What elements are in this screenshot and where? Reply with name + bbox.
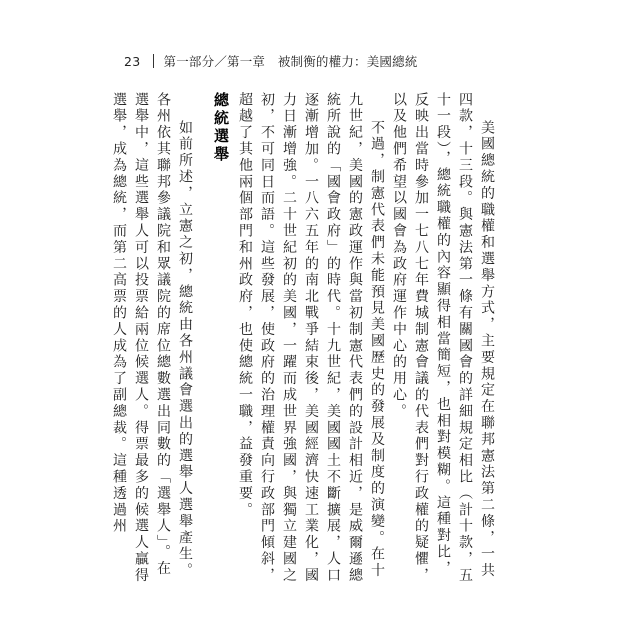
section-heading: 總統選舉 [212, 92, 230, 164]
body-paragraph-3: 如前所述，立憲之初，總統由各州議會選出的選舉人選舉產生。各州依其聯邦參議院和眾議院的席位總數選出同數的「選舉人」。在選舉中，這些選舉人可以投票給兩位候選人。得票最多的候選人贏得選舉，成為總統，而第二高票的人成為了副總裁。這種透過州 [111, 92, 193, 584]
chapter-title: 第一部分／第一章 被制衡的權力：美國總統 [163, 54, 418, 69]
vertical-text-block [111, 92, 498, 588]
running-head [124, 52, 418, 70]
running-head-divider [153, 54, 154, 68]
body-paragraph-2: 不過，制憲代表們未能預見美國歷史的發展及制度的演變。在十九世紀，美國的憲政運作與當初制憲代表們的設計相近，是威爾遜總統所說的「國會政府」的時代。十九世紀，美國國土不斷擴展，人口逐漸增加。一八六五年的南北戰爭結束後，美國經濟快速工業化，國力日漸增強。二十世紀初的美國，一躍而成世界強國，與獨立建國之初，不可同日而語。這些發展，使政府的治理權責向行政部門傾斜，超越了其他兩個部門和州政府，也使總統一職，益發重要。 [237, 92, 385, 584]
page-number: 23 [124, 53, 141, 69]
body-paragraph-1: 美國總統的職權和選舉方式，主要規定在聯邦憲法第二條，一共四款，十三段。與憲法第一條有關國會的詳細規定相比（計十款，五十一段），總統職權的內容顯得相當簡短，也相對模糊。這種對比，反映出當時參加一七八七年費城制憲會議的代表們對行政權的疑懼，以及他們希望以國會為政府運作中心的用心。 [391, 92, 495, 584]
